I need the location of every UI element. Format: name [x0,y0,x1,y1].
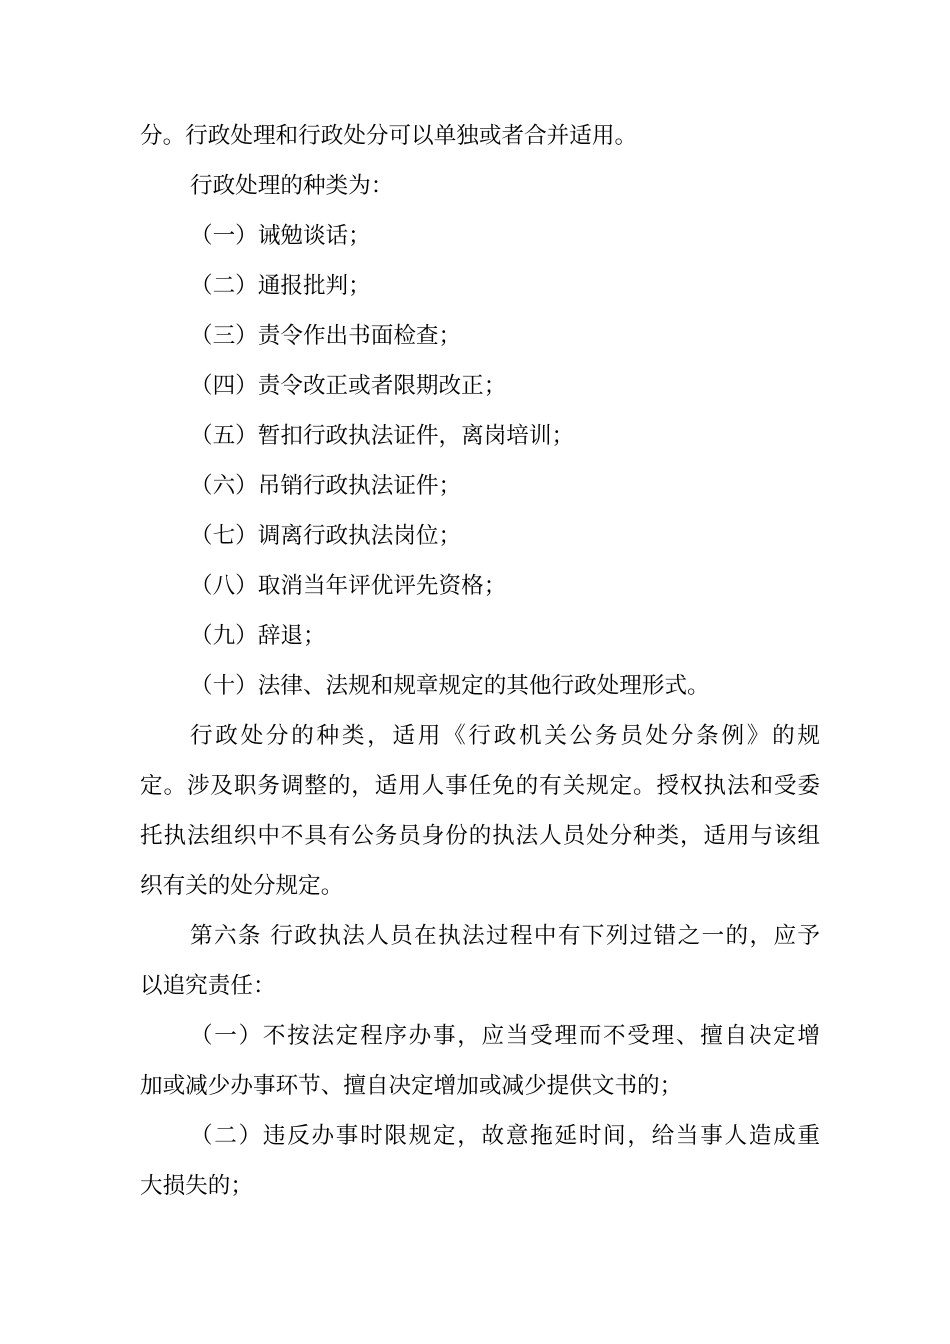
list-item: （六）吊销行政执法证件； [190,473,462,499]
list-item: （五）暂扣行政执法证件，离岗培训； [190,423,575,449]
document-body [140,111,820,1211]
text-line: 行政处理的种类为： [190,173,394,199]
list-item: （十）法律、法规和规章规定的其他行政处理形式。 [190,673,710,699]
list-item: （三）责令作出书面检查； [190,323,462,349]
text-line: 大损失的； [140,1173,253,1199]
text-line: 定。涉及职务调整的，适用人事任免的有关规定。授权执法和受委 [140,773,820,799]
list-item: （七）调离行政执法岗位； [190,523,462,549]
article-heading-line: 第六条 行政执法人员在执法过程中有下列过错之一的，应予 [190,923,820,949]
list-item: （一）不按法定程序办事，应当受理而不受理、擅自决定增 [190,1023,820,1049]
list-item: （九）辞退； [190,623,326,649]
list-item: （二）违反办事时限规定，故意拖延时间，给当事人造成重 [190,1123,820,1149]
list-item: （四）责令改正或者限期改正； [190,373,507,399]
text-line: 行政处分的种类，适用《行政机关公务员处分条例》的规 [190,723,820,749]
list-item: （八）取消当年评优评先资格； [190,573,507,599]
text-line: 分。行政处理和行政处分可以单独或者合并适用。 [140,123,638,149]
list-item: （二）通报批判； [190,273,371,299]
text-line: 托执法组织中不具有公务员身份的执法人员处分种类，适用与该组 [140,823,820,849]
text-line: 以追究责任： [140,973,276,999]
text-line: 加或减少办事环节、擅自决定增加或减少提供文书的； [140,1073,683,1099]
list-item: （一）诫勉谈话； [190,223,371,249]
text-line: 织有关的处分规定。 [140,873,344,899]
